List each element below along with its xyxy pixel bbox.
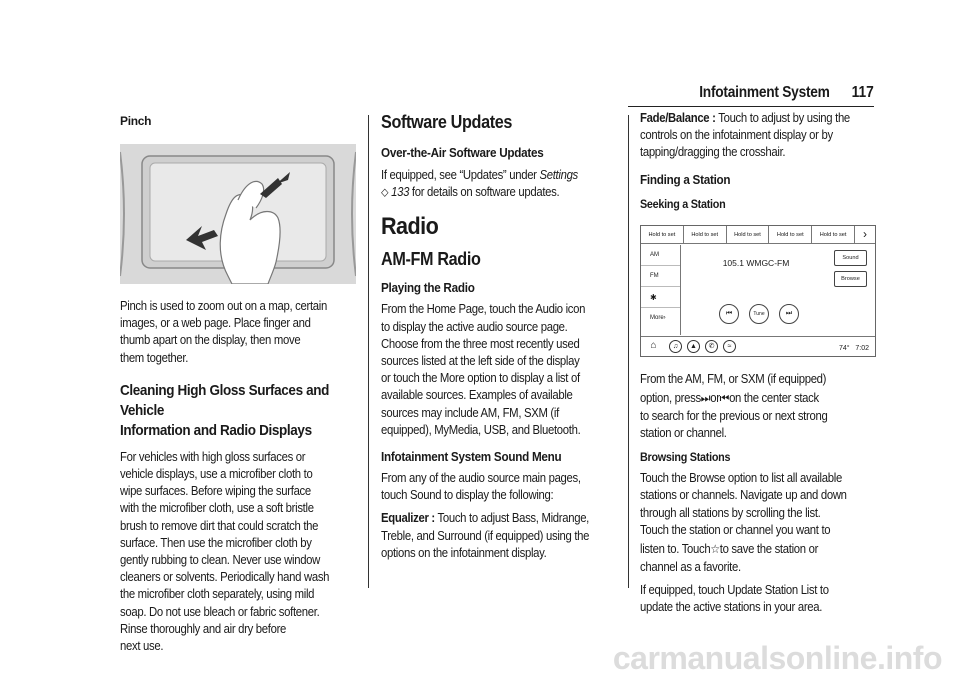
- cleaning-paragraph: [120, 449, 358, 655]
- text-run: or: [710, 390, 720, 405]
- playing-heading: [381, 280, 617, 295]
- update-paragraph: [640, 582, 876, 616]
- text-line: stations or channels. Navigate up and down: [640, 488, 847, 503]
- watermark-text: carmanualsonline.info: [612, 640, 942, 676]
- text-line: Rinse thoroughly and air dry before: [120, 621, 287, 636]
- text-line: station or channel.: [640, 426, 727, 441]
- pinch-illustration-svg: [120, 144, 356, 284]
- page-number: 117: [851, 84, 874, 101]
- fade-balance-paragraph: [640, 110, 876, 162]
- seek-back-icon[interactable]: ⏮: [719, 304, 739, 324]
- text-line: with the microfiber cloth, use a soft bristle: [120, 501, 314, 516]
- software-updates-heading: [381, 112, 617, 133]
- text-line: next use.: [120, 639, 164, 654]
- heading-text: Playing the Radio: [381, 280, 475, 296]
- ota-paragraph: [381, 167, 617, 201]
- seek-forward-icon: ⏭: [700, 390, 711, 405]
- source-fm[interactable]: FM: [641, 266, 680, 287]
- seek-forward-icon[interactable]: ⏭: [779, 304, 799, 324]
- text-line: cleaners or solvents. Periodically hand wash: [120, 570, 330, 585]
- preset-button[interactable]: Hold to set: [769, 226, 812, 243]
- equalizer-label: Equalizer :: [381, 511, 435, 526]
- page-header: [314, 84, 874, 106]
- radio-screen-illustration: [640, 225, 876, 357]
- temp-time: [839, 345, 869, 352]
- seek-back-icon: ⏮: [719, 390, 730, 405]
- text-line: equipped), MyMedia, USB, and Bluetooth.: [381, 422, 581, 437]
- text-line: If equipped, touch Update Station List to: [640, 583, 829, 598]
- seeking-station-heading: [640, 197, 876, 211]
- fade-balance-label: Fade/Balance :: [640, 111, 716, 125]
- text-line: to search for the previous or next strong: [640, 408, 828, 423]
- heading-text: Software Updates: [381, 112, 513, 132]
- text-run: on the center stack: [729, 390, 819, 405]
- text-line: Touch the station or channel you want to: [640, 522, 831, 537]
- sound-menu-paragraph: [381, 470, 617, 504]
- tune-label: Tune: [753, 310, 765, 317]
- page-reference: 133: [391, 185, 410, 200]
- text-line: Pinch is used to zoom out on a map, certain: [120, 299, 327, 313]
- text-line: available sources. Examples of available: [381, 388, 573, 403]
- text-line: images, or a web page. Place finger and: [120, 316, 311, 331]
- radio-heading: [381, 213, 617, 241]
- text-line: surface. Then use the microfiber cloth by: [120, 535, 312, 550]
- settings-reference: Settings: [539, 168, 578, 182]
- text-line: through all stations by scrolling the list.: [640, 505, 821, 520]
- audio-icon[interactable]: ♫: [669, 340, 682, 353]
- text-line: From the AM, FM, or SXM (if equipped): [640, 371, 827, 386]
- text-run: Touch to adjust Bass, Midrange,: [434, 511, 590, 526]
- text-line: Choose from the three most recently used: [381, 336, 580, 351]
- watermark: [0, 640, 960, 678]
- navigation-icon[interactable]: ▲: [687, 340, 700, 353]
- text-line: Touch the Browse option to list all available: [640, 471, 842, 486]
- seek-paragraph: [640, 371, 876, 443]
- text-run: to save the station or: [719, 542, 819, 557]
- sound-button[interactable]: Sound: [834, 250, 867, 266]
- text-line: gently rubbing to clean. Never use window: [120, 553, 321, 568]
- text-line: sources listed at the left side of the display: [381, 354, 580, 369]
- pinch-gesture-illustration: [120, 144, 356, 284]
- heading-text: Browsing Stations: [640, 450, 731, 465]
- text-line: touch Sound to display the following:: [381, 488, 554, 503]
- text-line: Treble, and Surround (if equipped) using the: [381, 528, 590, 543]
- heading-text: Radio: [381, 213, 439, 241]
- preset-button[interactable]: Hold to set: [812, 226, 855, 243]
- favorite-star-icon: ☆: [710, 542, 720, 557]
- text-line: vehicle displays, use a microfiber cloth to: [120, 467, 313, 482]
- text-run: option, press: [640, 390, 701, 405]
- station-name: 105.1 WMGC-FM: [722, 257, 790, 268]
- heading-text: Infotainment System Sound Menu: [381, 449, 562, 465]
- tune-button[interactable]: [749, 304, 769, 324]
- clock: 7:02: [855, 344, 869, 352]
- section-title: Infotainment System: [699, 84, 830, 101]
- column-divider: [368, 115, 369, 588]
- browse-button[interactable]: Browse: [834, 271, 867, 287]
- sound-menu-heading: [381, 449, 617, 464]
- chevron-right-icon[interactable]: ›: [862, 226, 867, 241]
- amfm-heading: [381, 249, 617, 270]
- temperature: 74°: [838, 344, 850, 352]
- browse-paragraph: [640, 470, 876, 576]
- ota-heading: [381, 145, 617, 160]
- cleaning-heading: [120, 381, 358, 441]
- header-rule: [628, 106, 874, 107]
- heading-line: Information and Radio Displays: [120, 421, 312, 439]
- column-3: [640, 110, 876, 615]
- text-line: them together.: [120, 350, 189, 365]
- preset-bar: [641, 226, 875, 244]
- equalizer-paragraph: [381, 510, 617, 562]
- pinch-paragraph: [120, 298, 358, 367]
- text-run: for details on software updates.: [409, 185, 560, 200]
- text-line: soap. Do not use bleach or fabric softener.: [120, 604, 320, 619]
- heading-text: AM-FM Radio: [381, 249, 481, 270]
- text-line: thumb apart on the display, then move: [120, 333, 301, 348]
- preset-button[interactable]: Hold to set: [727, 226, 770, 243]
- preset-button[interactable]: Hold to set: [684, 226, 727, 243]
- text-line: to display the active audio source page.: [381, 319, 568, 334]
- bottom-bar: [641, 336, 875, 356]
- text-line: sources may include AM, FM, SXM (if: [381, 405, 559, 420]
- text-line: brush to remove dirt that could scratch the: [120, 518, 319, 533]
- pinch-heading: Pinch: [120, 114, 152, 128]
- source-more[interactable]: More›: [650, 314, 666, 321]
- text-line: options on the infotainment display.: [381, 545, 547, 560]
- text-run: If equipped, see “Updates” under: [381, 168, 540, 182]
- onstar-icon[interactable]: ≈: [723, 340, 736, 353]
- text-line: wipe surfaces. Before wiping the surface: [120, 484, 311, 499]
- text-line: controls on the infotainment display or by: [640, 128, 833, 143]
- heading-line: Cleaning High Gloss Surfaces and Vehicle: [120, 381, 330, 419]
- home-icon[interactable]: ⌂: [650, 339, 657, 351]
- heading-text: Over-the-Air Software Updates: [381, 145, 544, 160]
- source-am[interactable]: AM: [641, 245, 680, 266]
- page-reference-icon: ⬦: [381, 185, 389, 200]
- column-divider: [628, 115, 629, 588]
- text-run: Touch to adjust by using the: [715, 111, 850, 125]
- finding-station-heading: [640, 172, 876, 187]
- heading-text: Finding a Station: [640, 171, 731, 187]
- text-line: tapping/dragging the crosshair.: [640, 145, 786, 160]
- column-2: [381, 110, 617, 578]
- text-line: For vehicles with high gloss surfaces or: [120, 449, 306, 464]
- text-line: or touch the More option to display a list of: [381, 371, 580, 386]
- text-run: listen to. Touch: [640, 542, 711, 557]
- source-sidebar: [641, 245, 681, 335]
- more-label: More: [650, 314, 664, 321]
- bluetooth-icon[interactable]: ✱: [641, 287, 680, 308]
- text-line: the microfiber cloth separately, using mild: [120, 587, 315, 602]
- phone-icon[interactable]: ✆: [705, 340, 718, 353]
- text-line: channel as a favorite.: [640, 560, 741, 575]
- text-line: From the Home Page, touch the Audio icon: [381, 302, 586, 317]
- playing-paragraph: [381, 301, 617, 439]
- text-line: update the active stations in your area.: [640, 600, 823, 615]
- browsing-stations-heading: [640, 450, 876, 464]
- heading-text: Seeking a Station: [640, 196, 726, 211]
- preset-button[interactable]: Hold to set: [641, 226, 684, 243]
- text-line: From any of the audio source main pages,: [381, 471, 581, 486]
- column-1: [120, 110, 358, 654]
